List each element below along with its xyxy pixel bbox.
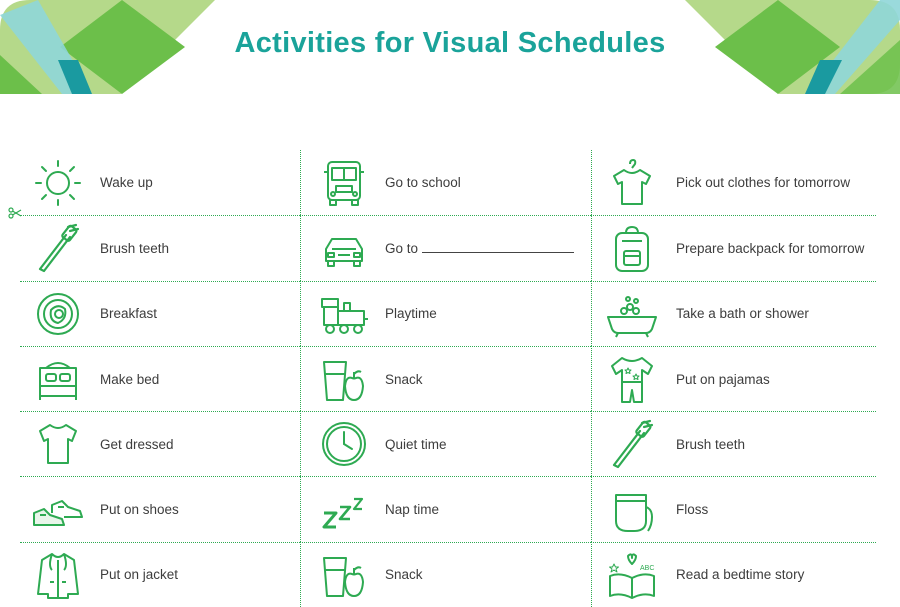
toothbrush-icon xyxy=(594,416,670,472)
activity-cell xyxy=(20,476,300,541)
toy-train-icon xyxy=(309,286,379,342)
activity-cell xyxy=(20,542,300,607)
car-icon xyxy=(309,220,379,276)
clock-icon xyxy=(309,416,379,472)
activity-label: Put on pajamas xyxy=(676,371,770,387)
activity-cell xyxy=(300,215,591,280)
activity-label: Read a bedtime story xyxy=(676,567,805,583)
juice-apple-icon xyxy=(309,547,379,603)
juice-apple-icon xyxy=(309,351,379,407)
activity-label: Pick out clothes for tomorrow xyxy=(676,175,851,191)
activity-label: Snack xyxy=(385,371,423,387)
activity-cell xyxy=(591,346,876,411)
pajamas-icon xyxy=(594,351,670,407)
activity-label: Playtime xyxy=(385,306,437,322)
activity-label: Put on shoes xyxy=(100,502,179,518)
activity-cell xyxy=(300,476,591,541)
tshirt-icon xyxy=(22,416,94,472)
activity-label: Quiet time xyxy=(385,436,447,452)
activity-label: Wake up xyxy=(100,175,153,191)
open-book-icon xyxy=(594,547,670,603)
activity-cell xyxy=(20,411,300,476)
activity-label: Get dressed xyxy=(100,436,174,452)
plate-icon xyxy=(22,286,94,342)
activity-cell xyxy=(20,150,300,215)
bathtub-icon xyxy=(594,286,670,342)
activity-label: Take a bath or shower xyxy=(676,306,809,322)
activity-label: Brush teeth xyxy=(676,436,746,452)
activity-label: Go to school xyxy=(385,175,461,191)
activity-cell xyxy=(300,346,591,411)
activity-cell xyxy=(300,411,591,476)
jacket-icon xyxy=(22,547,94,603)
activity-label: Snack xyxy=(385,567,423,583)
bed-icon xyxy=(22,351,94,407)
activity-cell xyxy=(20,215,300,280)
sun-icon xyxy=(22,155,94,211)
activity-cell xyxy=(20,346,300,411)
activity-cell xyxy=(591,476,876,541)
activity-label: Floss xyxy=(676,502,709,518)
toothbrush-icon xyxy=(22,220,94,276)
activity-cell xyxy=(591,542,876,607)
activity-cell xyxy=(20,281,300,346)
activities-grid xyxy=(20,150,876,600)
page-title: Activities for Visual Schedules xyxy=(234,27,666,59)
zzz-icon xyxy=(309,482,379,538)
shirt-hanger-icon xyxy=(594,155,670,211)
floss-icon xyxy=(594,482,670,538)
activity-label: Nap time xyxy=(385,502,440,518)
activity-cell xyxy=(591,215,876,280)
activity-label: Brush teeth xyxy=(100,240,170,256)
activity-label: Make bed xyxy=(100,371,160,387)
activity-cell xyxy=(591,281,876,346)
shoes-icon xyxy=(22,482,94,538)
school-bus-icon xyxy=(309,155,379,211)
activity-label: Breakfast xyxy=(100,306,158,322)
activity-label: Prepare backpack for tomorrow xyxy=(676,240,865,256)
activity-label: Go to xyxy=(385,241,574,256)
activity-cell xyxy=(300,281,591,346)
backpack-icon xyxy=(594,220,670,276)
fill-in-blank-line[interactable] xyxy=(422,241,574,253)
activity-cell xyxy=(300,542,591,607)
activity-label: Put on jacket xyxy=(100,567,179,583)
activity-cell xyxy=(591,150,876,215)
activity-cell xyxy=(300,150,591,215)
activity-cell xyxy=(591,411,876,476)
